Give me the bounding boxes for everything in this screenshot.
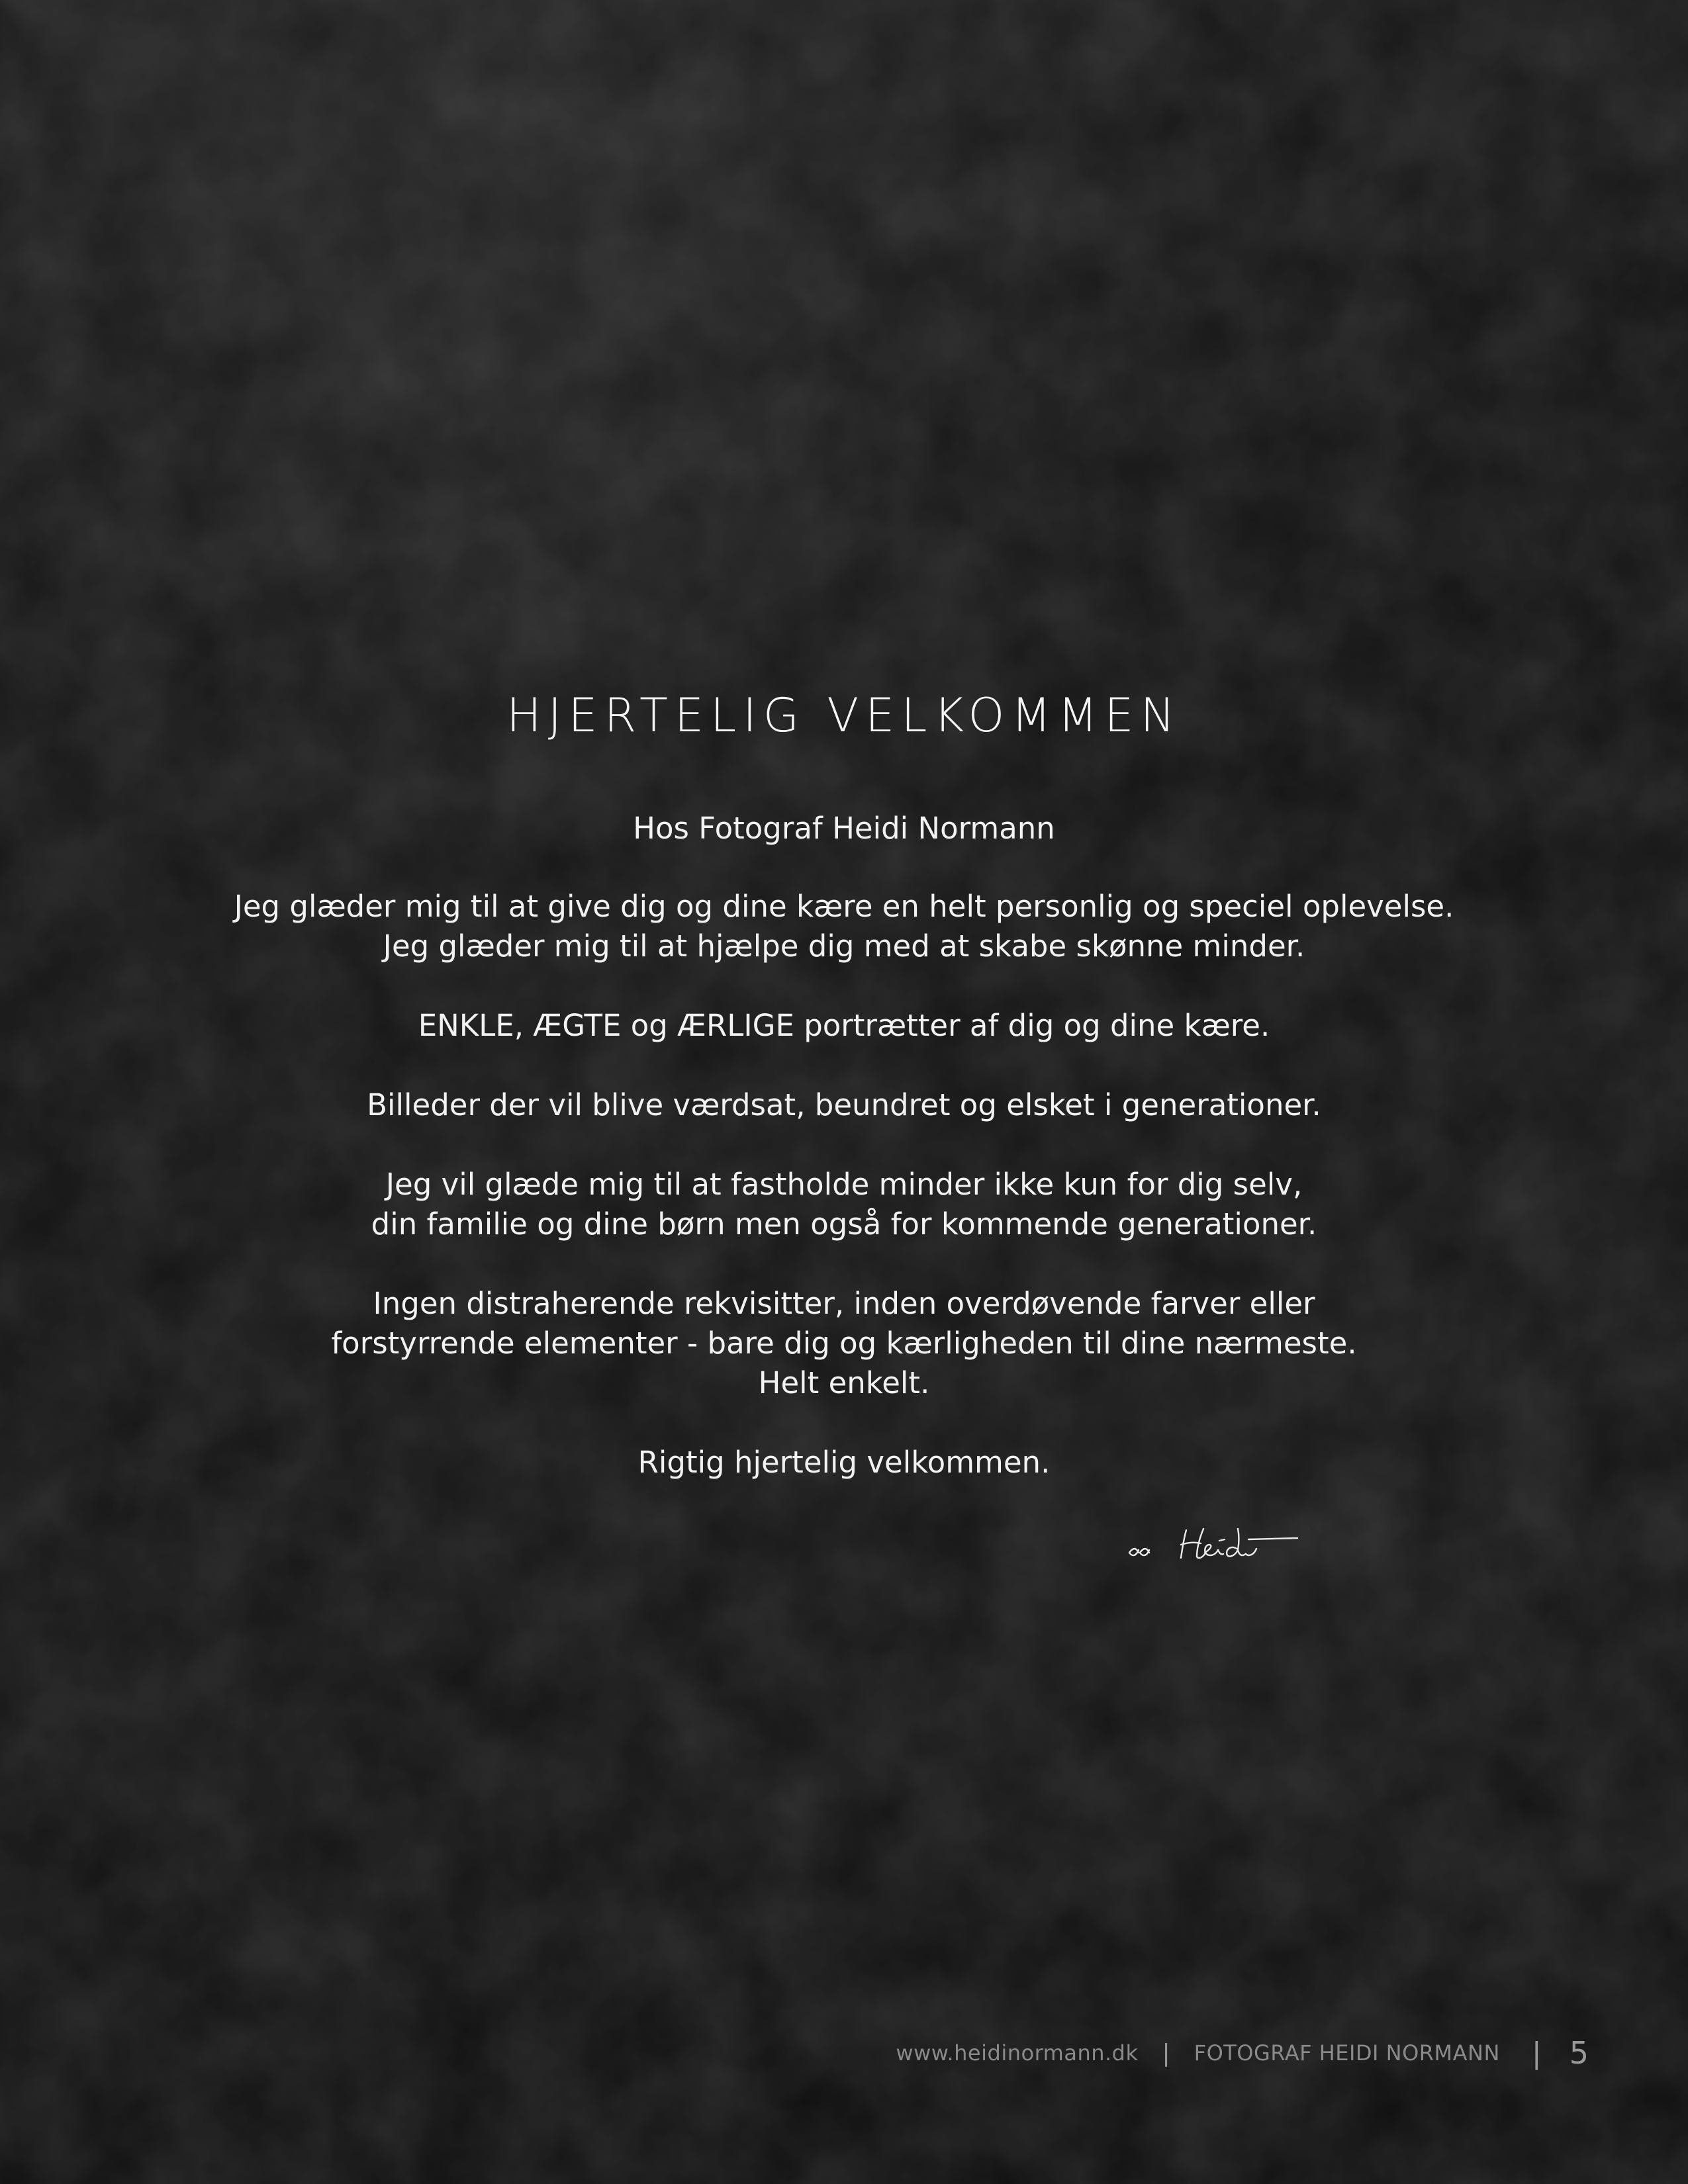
paragraph — [0, 1443, 1688, 1482]
paragraph-line: din familie og dine børn men også for kommende generationer. — [371, 1206, 1317, 1242]
website-link[interactable]: www.heidinormann.dk — [896, 2040, 1139, 2066]
paragraph-line: Rigtig hjertelig velkommen. — [637, 1445, 1051, 1480]
paragraph — [0, 1006, 1688, 1046]
paragraph-line: Billeder der vil blive værdsat, beundret og elsket i generationer. — [367, 1087, 1321, 1122]
page-number: 5 — [1569, 2035, 1589, 2071]
welcome-text-block — [0, 688, 1688, 1522]
page-footer — [896, 2033, 1589, 2073]
footer-separator: | — [1531, 2036, 1542, 2070]
paragraph-line: Ingen distraherende rekvisitter, inden overdøvende farver eller — [373, 1286, 1315, 1321]
handwritten-signature — [1125, 1522, 1311, 1569]
paragraph-line: Helt enkelt. — [758, 1365, 930, 1400]
paragraph-line: ENKLE, ÆGTE og ÆRLIGE portrætter af dig og dine kære. — [418, 1008, 1270, 1043]
footer-separator: | — [1162, 2039, 1170, 2067]
paragraph — [0, 1165, 1688, 1244]
footer-brand: FOTOGRAF HEIDI NORMANN — [1194, 2040, 1500, 2066]
paragraph-line: Jeg glæder mig til at give dig og dine kære en helt personlig og speciel oplevelse. — [234, 889, 1454, 924]
paragraph — [0, 887, 1688, 966]
page-title: HJERTELIG VELKOMMEN — [506, 688, 1182, 743]
paragraph-line: Jeg vil glæde mig til at fastholde minder ikke kun for dig selv, — [385, 1167, 1303, 1202]
paragraph — [0, 1284, 1688, 1403]
subtitle: Hos Fotograf Heidi Normann — [633, 811, 1055, 846]
paragraph — [0, 1085, 1688, 1125]
paragraph-line: forstyrrende elementer - bare dig og kærligheden til dine nærmeste. — [331, 1326, 1357, 1361]
paragraph-line: Jeg glæder mig til at hjælpe dig med at skabe skønne minder. — [383, 929, 1305, 964]
